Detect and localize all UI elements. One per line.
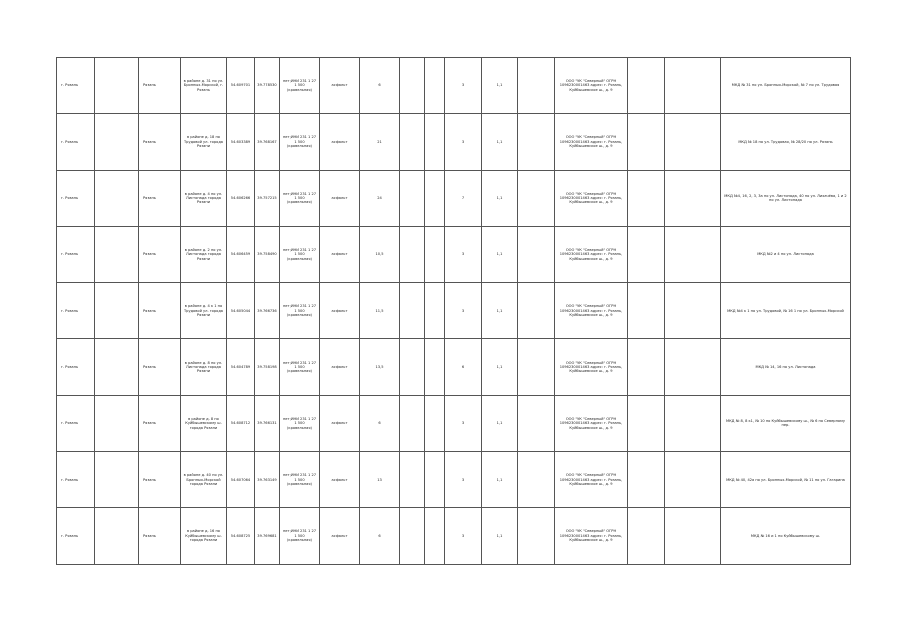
empty-cell [400, 170, 425, 226]
table-row [57, 395, 851, 451]
empty-cell [665, 508, 721, 564]
empty-cell [665, 170, 721, 226]
empty-cell [400, 508, 425, 564]
registry-cell: нет;ИНИ 231 1 27 1 500 (кровельная) [280, 339, 320, 395]
empty-cell [665, 339, 721, 395]
empty-cell [95, 283, 139, 339]
district-cell: Рязань [139, 508, 181, 564]
district-cell: Рязань [139, 170, 181, 226]
empty-cell [518, 508, 555, 564]
address-cell: в районе д. 8 по ул. Листопада города Рязани [181, 339, 227, 395]
area-cell: 6 [360, 508, 400, 564]
district-cell: Рязань [139, 58, 181, 114]
empty-cell [628, 508, 665, 564]
area-cell: 10,5 [360, 226, 400, 282]
latitude-cell: 54.607064 [227, 452, 255, 508]
city-cell: г. Рязань [57, 226, 95, 282]
area-cell: 13,5 [360, 339, 400, 395]
owner-cell: ООО "УК "Северный" ОГРН 1096230001463 адрес: г. Рязань, Куйбышевское ш., д. 9 [555, 339, 628, 395]
address-cell: в районе д. 16 по Куйбышевскому ш. города Рязани [181, 508, 227, 564]
container-volume-cell: 1,1 [482, 283, 518, 339]
address-cell: в районе д. 31 по ул. Бронных-Морской, г. Рязань [181, 58, 227, 114]
registry-cell: нет;ИНИ 231 1 27 1 500 (кровельная) [280, 452, 320, 508]
empty-cell [518, 283, 555, 339]
container-count-cell: 3 [445, 114, 482, 170]
empty-cell [518, 339, 555, 395]
district-cell: Рязань [139, 283, 181, 339]
empty-cell [518, 395, 555, 451]
surface-cell: асфальт [320, 395, 360, 451]
address-cell: в районе д. 8 по Куйбышевскому ш. города Рязани [181, 395, 227, 451]
owner-cell: ООО "УК "Северный" ОГРН 1096230001463 адрес: г. Рязань, Куйбышевское ш., д. 9 [555, 452, 628, 508]
table-row [57, 452, 851, 508]
registry-cell: нет;ИНИ 231 1 27 1 500 (кровельная) [280, 395, 320, 451]
empty-cell [518, 226, 555, 282]
area-cell: 6 [360, 395, 400, 451]
area-cell: 24 [360, 170, 400, 226]
address-cell: в районе д. 4 к 1 по Трудовой ул. города Рязани [181, 283, 227, 339]
empty-cell [400, 395, 425, 451]
container-volume-cell: 1,1 [482, 508, 518, 564]
registry-cell: нет;ИНИ 231 1 27 1 500 (кровельная) [280, 283, 320, 339]
container-count-cell: 3 [445, 58, 482, 114]
empty-cell [400, 226, 425, 282]
longitude-cell: 39.763149 [255, 452, 280, 508]
owner-cell: ООО "УК "Северный" ОГРН 1096230001463 адрес: г. Рязань, Куйбышевское ш., д. 9 [555, 58, 628, 114]
empty-cell [628, 226, 665, 282]
waste-sources-cell: МКД №4 к 1 по ул. Трудовой, № 16 1 по ул. Бронных-Морской [721, 283, 851, 339]
empty-cell [425, 339, 445, 395]
owner-cell: ООО "УК "Северный" ОГРН 1096230001463 адрес: г. Рязань, Куйбышевское ш., д. 9 [555, 114, 628, 170]
waste-sources-cell: МКД № 40, 42а по ул. Бронных-Морской, № 11 по ул. Гагарина [721, 452, 851, 508]
waste-sources-cell: МКД № 16 и 1 по Куйбышевскому ш. [721, 508, 851, 564]
container-count-cell: 3 [445, 452, 482, 508]
container-volume-cell: 1,1 [482, 226, 518, 282]
empty-cell [518, 114, 555, 170]
longitude-cell: 39.769681 [255, 508, 280, 564]
surface-cell: асфальт [320, 58, 360, 114]
container-count-cell: 3 [445, 395, 482, 451]
latitude-cell: 54.608712 [227, 395, 255, 451]
empty-cell [628, 170, 665, 226]
waste-sources-cell: МКД № 8, 8 к1, № 10 по Куйбышевскому ш., № 6 по Северному пер. [721, 395, 851, 451]
empty-cell [425, 170, 445, 226]
empty-cell [628, 58, 665, 114]
empty-cell [95, 226, 139, 282]
container-volume-cell: 1,1 [482, 395, 518, 451]
container-volume-cell: 1,1 [482, 170, 518, 226]
empty-cell [425, 452, 445, 508]
container-count-cell: 6 [445, 339, 482, 395]
empty-cell [95, 339, 139, 395]
longitude-cell: 39.778530 [255, 58, 280, 114]
empty-cell [400, 283, 425, 339]
empty-cell [665, 283, 721, 339]
empty-cell [665, 395, 721, 451]
registry-cell: нет;ИНИ 231 1 27 1 500 (кровельная) [280, 508, 320, 564]
table-row [57, 114, 851, 170]
area-cell: 13 [360, 452, 400, 508]
district-cell: Рязань [139, 114, 181, 170]
empty-cell [518, 452, 555, 508]
empty-cell [628, 114, 665, 170]
city-cell: г. Рязань [57, 395, 95, 451]
longitude-cell: 39.766736 [255, 283, 280, 339]
empty-cell [628, 339, 665, 395]
longitude-cell: 39.768167 [255, 114, 280, 170]
empty-cell [425, 395, 445, 451]
empty-cell [400, 339, 425, 395]
district-cell: Рязань [139, 226, 181, 282]
table-row [57, 226, 851, 282]
waste-sources-cell: МКД № 18 по ул. Трудовая, № 28/20 по ул. Рязань [721, 114, 851, 170]
empty-cell [665, 114, 721, 170]
container-count-cell: 3 [445, 226, 482, 282]
empty-cell [425, 226, 445, 282]
surface-cell: асфальт [320, 114, 360, 170]
empty-cell [628, 452, 665, 508]
empty-cell [400, 58, 425, 114]
container-volume-cell: 1,1 [482, 114, 518, 170]
container-count-cell: 3 [445, 283, 482, 339]
empty-cell [665, 226, 721, 282]
empty-cell [425, 58, 445, 114]
table-row [57, 283, 851, 339]
surface-cell: асфальт [320, 452, 360, 508]
empty-cell [400, 114, 425, 170]
longitude-cell: 39.758198 [255, 339, 280, 395]
empty-cell [665, 58, 721, 114]
registry-table [56, 57, 851, 565]
longitude-cell: 39.766131 [255, 395, 280, 451]
container-volume-cell: 1,1 [482, 58, 518, 114]
registry-cell: нет;ИНИ 231 1 27 1 500 (кровельная) [280, 170, 320, 226]
table-row [57, 508, 851, 564]
registry-cell: нет;ИНИ 231 1 27 1 500 (кровельная) [280, 58, 320, 114]
owner-cell: ООО "УК "Северный" ОГРН 1096230001463 адрес: г. Рязань, Куйбышевское ш., д. 9 [555, 508, 628, 564]
longitude-cell: 39.758490 [255, 226, 280, 282]
table-row [57, 58, 851, 114]
empty-cell [628, 283, 665, 339]
area-cell: 21 [360, 114, 400, 170]
latitude-cell: 54.604789 [227, 339, 255, 395]
empty-cell [665, 452, 721, 508]
latitude-cell: 54.606266 [227, 170, 255, 226]
container-count-cell: 7 [445, 170, 482, 226]
empty-cell [95, 170, 139, 226]
address-cell: в районе д. 4 по ул. Листопада города Рязани [181, 170, 227, 226]
empty-cell [95, 452, 139, 508]
container-volume-cell: 1,1 [482, 339, 518, 395]
longitude-cell: 39.757215 [255, 170, 280, 226]
district-cell: Рязань [139, 339, 181, 395]
empty-cell [518, 58, 555, 114]
district-cell: Рязань [139, 395, 181, 451]
surface-cell: асфальт [320, 170, 360, 226]
latitude-cell: 54.606459 [227, 226, 255, 282]
empty-cell [425, 114, 445, 170]
address-cell: в районе д. 40 по ул. Бронных-Морской города Рязани [181, 452, 227, 508]
empty-cell [95, 395, 139, 451]
city-cell: г. Рязань [57, 339, 95, 395]
waste-sources-cell: МКД № 31 по ул. Бронных-Морской, № 7 по ул. Трудовая [721, 58, 851, 114]
empty-cell [425, 508, 445, 564]
empty-cell [518, 170, 555, 226]
surface-cell: асфальт [320, 508, 360, 564]
container-count-cell: 3 [445, 508, 482, 564]
table-row [57, 170, 851, 226]
city-cell: г. Рязань [57, 452, 95, 508]
registry-cell: нет;ИНИ 231 1 27 1 500 (кровельная) [280, 226, 320, 282]
area-cell: 6 [360, 58, 400, 114]
surface-cell: асфальт [320, 283, 360, 339]
city-cell: г. Рязань [57, 508, 95, 564]
surface-cell: асфальт [320, 339, 360, 395]
latitude-cell: 54.605044 [227, 283, 255, 339]
table-row [57, 339, 851, 395]
container-volume-cell: 1,1 [482, 452, 518, 508]
city-cell: г. Рязань [57, 283, 95, 339]
waste-sources-cell: МКД №4, 16, 2, 3, 3а по ул. Листопада, 40 по ул. Лихачёва, 1 и 2 по ул. Листопада [721, 170, 851, 226]
empty-cell [95, 58, 139, 114]
empty-cell [628, 395, 665, 451]
area-cell: 11,5 [360, 283, 400, 339]
city-cell: г. Рязань [57, 114, 95, 170]
empty-cell [95, 114, 139, 170]
latitude-cell: 54.608725 [227, 508, 255, 564]
address-cell: в районе д. 2 по ул. Листопада города Рязани [181, 226, 227, 282]
empty-cell [425, 283, 445, 339]
owner-cell: ООО "УК "Северный" ОГРН 1096230001463 адрес: г. Рязань, Куйбышевское ш., д. 9 [555, 226, 628, 282]
waste-sources-cell: МКД №2 и 4 по ул. Листопада [721, 226, 851, 282]
empty-cell [400, 452, 425, 508]
address-cell: в районе д. 18 по Трудовой ул. города Рязани [181, 114, 227, 170]
latitude-cell: 54.603389 [227, 114, 255, 170]
empty-cell [95, 508, 139, 564]
registry-cell: нет;ИНИ 231 1 27 1 500 (кровельная) [280, 114, 320, 170]
city-cell: г. Рязань [57, 170, 95, 226]
owner-cell: ООО "УК "Северный" ОГРН 1096230001463 адрес: г. Рязань, Куйбышевское ш., д. 9 [555, 170, 628, 226]
district-cell: Рязань [139, 452, 181, 508]
owner-cell: ООО "УК "Северный" ОГРН 1096230001463 адрес: г. Рязань, Куйбышевское ш., д. 9 [555, 283, 628, 339]
city-cell: г. Рязань [57, 58, 95, 114]
waste-sources-cell: МКД № 14, 16 по ул. Листопада [721, 339, 851, 395]
surface-cell: асфальт [320, 226, 360, 282]
latitude-cell: 54.609701 [227, 58, 255, 114]
owner-cell: ООО "УК "Северный" ОГРН 1096230001463 адрес: г. Рязань, Куйбышевское ш., д. 9 [555, 395, 628, 451]
